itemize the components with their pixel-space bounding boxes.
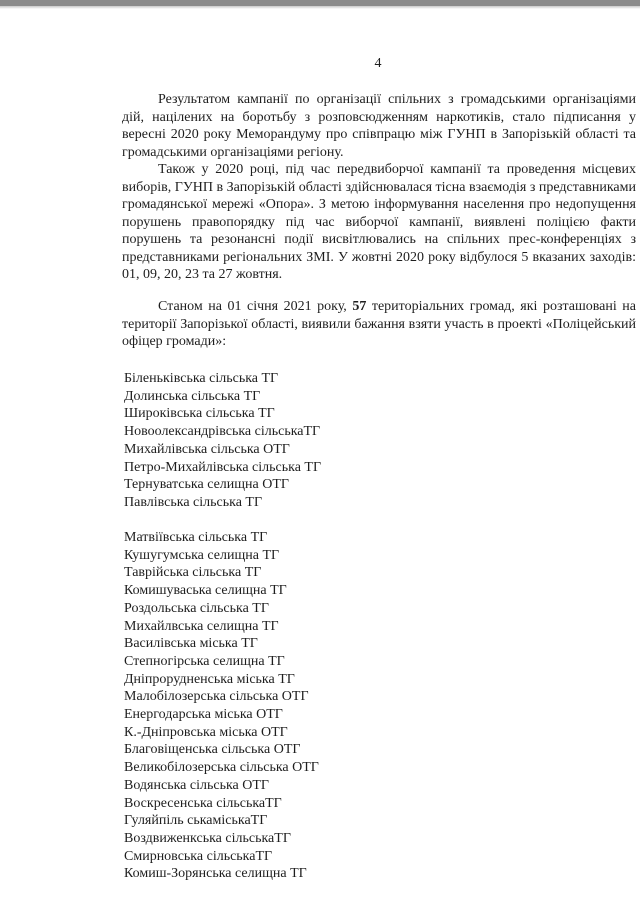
- paragraph-communities: [122, 298, 636, 351]
- paragraph-communities-rest: територіальних громад, які розташовані на території Запорізької області, виявили бажання взяти участь в проекті «Поліцейський офіцер громади»:: [122, 299, 636, 349]
- community-list-item: Великобілозерська сільська ОТГ: [124, 760, 319, 776]
- community-list-item: Воскресенська сільськаТГ: [124, 795, 282, 811]
- community-list-item: Воздвиженкська сільськаТГ: [124, 830, 291, 846]
- community-list-item: Широківська сільська ТГ: [124, 406, 275, 422]
- community-list-1: [124, 370, 321, 512]
- community-list-item: Михайлвська селищна ТГ: [124, 618, 279, 634]
- community-list-item: Тернуватська селищна ОТГ: [124, 477, 290, 493]
- community-list-item: Кушугумська селищна ТГ: [124, 547, 280, 563]
- community-list-item: Малобілозерська сільська ОТГ: [124, 689, 309, 705]
- community-list-2: [124, 529, 319, 883]
- community-list-item: Новоолександрівська сільськаТГ: [124, 424, 321, 440]
- community-list-item: Роздольська сільська ТГ: [124, 600, 269, 616]
- community-list-item: Долинська сільська ТГ: [124, 388, 261, 404]
- page-number: 4: [374, 56, 382, 71]
- paragraph-communities-lead: Станом на 01 січня 2021 року,: [158, 299, 353, 314]
- community-list-item: Павлівська сільська ТГ: [124, 494, 263, 510]
- community-list-item: Матвіївська сільська ТГ: [124, 530, 268, 545]
- community-list-item: Таврійська сільська ТГ: [124, 565, 262, 581]
- community-list-item: Благовіщенська сільська ОТГ: [124, 742, 301, 758]
- community-list-item: Біленьківська сільська ТГ: [124, 371, 279, 386]
- paragraph-memorandum: Результатом кампанії по організації спільних з громадськими організаціями дій, націлених на боротьбу з розповсюдженням наркотиків, стало підписання у вересні 2020 року Меморандуму про співпрацю між ГУНП в Запорізькій області та громадськими організаціями регіону.: [122, 92, 636, 160]
- community-list-item: Смирновська сільськаТГ: [124, 848, 273, 864]
- community-list-item: Василівська міська ТГ: [124, 636, 258, 652]
- community-list-item: Михайлівська сільська ОТГ: [124, 441, 290, 457]
- community-list-item: Гуляйпіль ськаміськаТГ: [124, 813, 268, 829]
- community-list-item: Енергодарська міська ОТГ: [124, 707, 283, 723]
- community-count: 57: [352, 299, 367, 314]
- community-list-item: Дніпрорудненська міська ТГ: [124, 671, 295, 687]
- community-list-item: Петро-Михайлівська сільська ТГ: [124, 459, 322, 475]
- community-list-item: Комиш-Зорянська селищна ТГ: [124, 866, 307, 882]
- community-list-item: Комишуваська селищна ТГ: [124, 583, 287, 599]
- community-list-item: Степногірська селищна ТГ: [124, 653, 285, 669]
- community-list-item: К.-Дніпровська міська ОТГ: [124, 724, 288, 740]
- community-list-item: Водянська сільська ОТГ: [124, 777, 270, 793]
- paragraph-elections: Також у 2020 році, під час передвиборчої кампанії та проведення місцевих виборів, ГУНП в Запорізькій області здійснювалася тісна взаємодія з представниками громадянської мережі «Опора». З метою інформування населення про недопущення порушень правопорядку під час виборчої кампанії, виявлені поліцією факти порушень та резонансні події висвітлювались на спільних прес-конференціях з представниками регіональних ЗМІ. У жовтні 2020 року відбулося 5 вказаних заходів: 01, 09, 20, 23 та 27 жовтня.: [122, 162, 636, 282]
- scan-border: [0, 0, 640, 6]
